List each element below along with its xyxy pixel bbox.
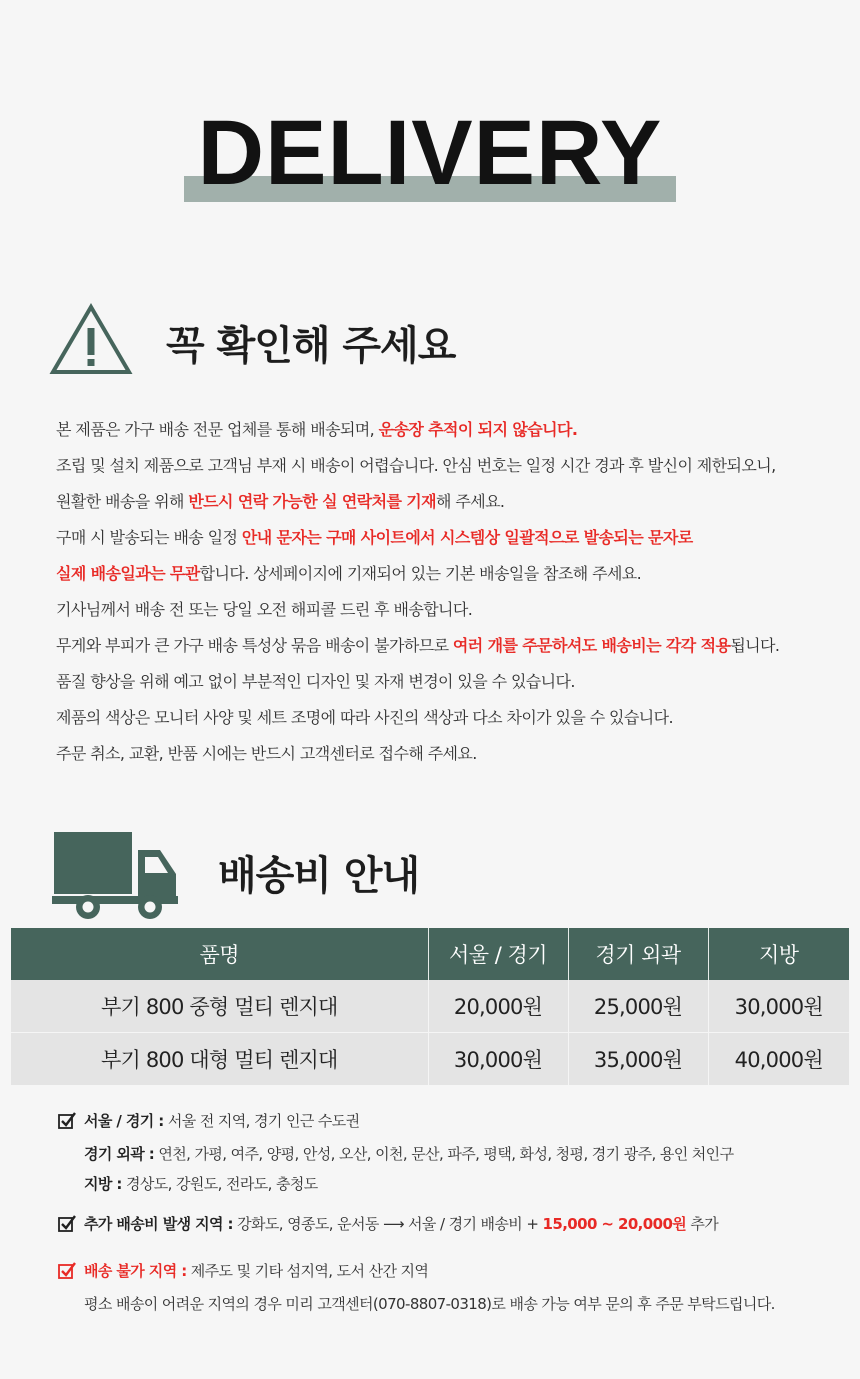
notice-highlight: 운송장 추적이 되지 않습니다. [378, 420, 578, 439]
price-outer: 35,000원 [568, 1033, 708, 1086]
notice-line [56, 700, 836, 736]
header-seoul-gyeonggi: 서울 / 경기 [428, 928, 568, 980]
notice-text: 본 제품은 가구 배송 전문 업체를 통해 배송되며, [56, 420, 379, 439]
delivery-truck-icon [52, 832, 182, 920]
notice-text: 기사님께서 배송 전 또는 당일 오전 해피콜 드린 후 배송합니다. [56, 600, 473, 619]
price-local: 40,000원 [708, 1033, 849, 1086]
warning-triangle-icon [48, 302, 134, 376]
arrow-right-icon: ⟶ [382, 1215, 404, 1233]
region-text: 연천, 가평, 여주, 양평, 안성, 오산, 이천, 문산, 파주, 평택, 화성, 청평, 경기 광주, 용인 처인구 [154, 1145, 734, 1163]
price-local: 30,000원 [708, 980, 849, 1033]
notice-line [56, 592, 836, 628]
notice-line [56, 556, 836, 592]
unavailable-region [58, 1256, 838, 1319]
notice-text: 무게와 부피가 큰 가구 배송 특성상 묶음 배송이 불가하므로 [56, 636, 453, 655]
price-seoul: 20,000원 [428, 980, 568, 1033]
unavailable-label: 배송 불가 지역 : [84, 1262, 187, 1280]
notice-line [56, 736, 836, 772]
notice-text: 주문 취소, 교환, 반품 시에는 반드시 고객센터로 접수해 주세요. [56, 744, 477, 763]
notice-header [0, 302, 860, 402]
notice-text: 조립 및 설치 제품으로 고객님 부재 시 배송이 어렵습니다. 안심 번호는 일정 시간 경과 후 발신이 제한되오니, [56, 456, 776, 475]
fee-table-header-row [11, 928, 849, 980]
header-gyeonggi-outer: 경기 외곽 [568, 928, 708, 980]
fee-title: 배송비 안내 [218, 853, 420, 899]
notice-text: 해 주세요. [436, 492, 505, 511]
notice-highlight: 여러 개를 주문하셔도 배송비는 각각 적용 [452, 636, 731, 655]
notice-highlight: 실제 배송일과는 무관 [56, 564, 200, 583]
notice-line [56, 628, 836, 664]
extra-fee-text: 강화도, 영종도, 운서동 [232, 1215, 383, 1233]
extra-fee-text-2: 서울 / 경기 배송비 + [403, 1215, 543, 1233]
product-name: 부기 800 중형 멀티 렌지대 [11, 980, 428, 1033]
product-name: 부기 800 대형 멀티 렌지대 [11, 1033, 428, 1086]
extra-fee-amount: 15,000 ~ 20,000원 [542, 1215, 687, 1233]
notice-text: 원활한 배송을 위해 [56, 492, 189, 511]
extra-fee-label: 추가 배송비 발생 지역 : [84, 1215, 233, 1233]
region-local [58, 1169, 838, 1199]
notice-highlight: 반드시 연락 가능한 실 연락처를 기재 [188, 492, 437, 511]
region-seoul [58, 1106, 838, 1139]
region-label: 지방 : [84, 1175, 122, 1193]
header-product: 품명 [11, 928, 428, 980]
extra-fee-line [58, 1209, 838, 1242]
notice-line [56, 484, 836, 520]
unavailable-note: 평소 배송이 어려운 지역의 경우 미리 고객센터(070-8807-0318)로 배송 가능 여부 문의 후 주문 부탁드립니다. [84, 1295, 775, 1313]
notice-highlight: 안내 문자는 구매 사이트에서 시스템상 일괄적으로 발송되는 문자로 [241, 528, 693, 547]
region-outer [58, 1139, 838, 1169]
notice-list [56, 412, 836, 772]
extra-fee-text-3: 추가 [686, 1215, 719, 1233]
region-list [58, 1106, 838, 1199]
checkbox-icon [58, 1212, 84, 1242]
fee-header [0, 832, 860, 932]
checkbox-icon [58, 1109, 84, 1139]
unavailable-line [58, 1256, 838, 1289]
table-row [11, 980, 849, 1033]
checkbox-icon [58, 1259, 84, 1289]
notice-text: 제품의 색상은 모니터 사양 및 세트 조명에 따라 사진의 색상과 다소 차이가 있을 수 있습니다. [56, 708, 673, 727]
notice-text: 품질 향상을 위해 예고 없이 부분적인 디자인 및 자재 변경이 있을 수 있습니다. [56, 672, 575, 691]
region-text: 경상도, 강원도, 전라도, 충청도 [121, 1175, 318, 1193]
table-row [11, 1033, 849, 1086]
notice-line [56, 412, 836, 448]
notice-text: 구매 시 발송되는 배송 일정 [56, 528, 242, 547]
header-local: 지방 [708, 928, 849, 980]
notice-text: 합니다. 상세페이지에 기재되어 있는 기본 배송일을 참조해 주세요. [199, 564, 642, 583]
unavailable-text: 제주도 및 기타 섬지역, 도서 산간 지역 [186, 1262, 429, 1280]
region-label: 경기 외곽 : [84, 1145, 155, 1163]
fee-table [11, 928, 849, 1085]
region-text: 서울 전 지역, 경기 인근 수도권 [163, 1112, 360, 1130]
extra-fee-region [58, 1209, 838, 1242]
notice-line [56, 664, 836, 700]
hero [0, 102, 860, 204]
notice-line [56, 448, 836, 484]
notice-text: 됩니다. [730, 636, 780, 655]
notice-title: 꼭 확인해 주세요 [166, 323, 456, 369]
price-seoul: 30,000원 [428, 1033, 568, 1086]
hero-title-text: DELIVERY [197, 102, 663, 204]
hero-title [184, 102, 677, 204]
region-label: 서울 / 경기 : [84, 1112, 164, 1130]
price-outer: 25,000원 [568, 980, 708, 1033]
notice-line [56, 520, 836, 556]
